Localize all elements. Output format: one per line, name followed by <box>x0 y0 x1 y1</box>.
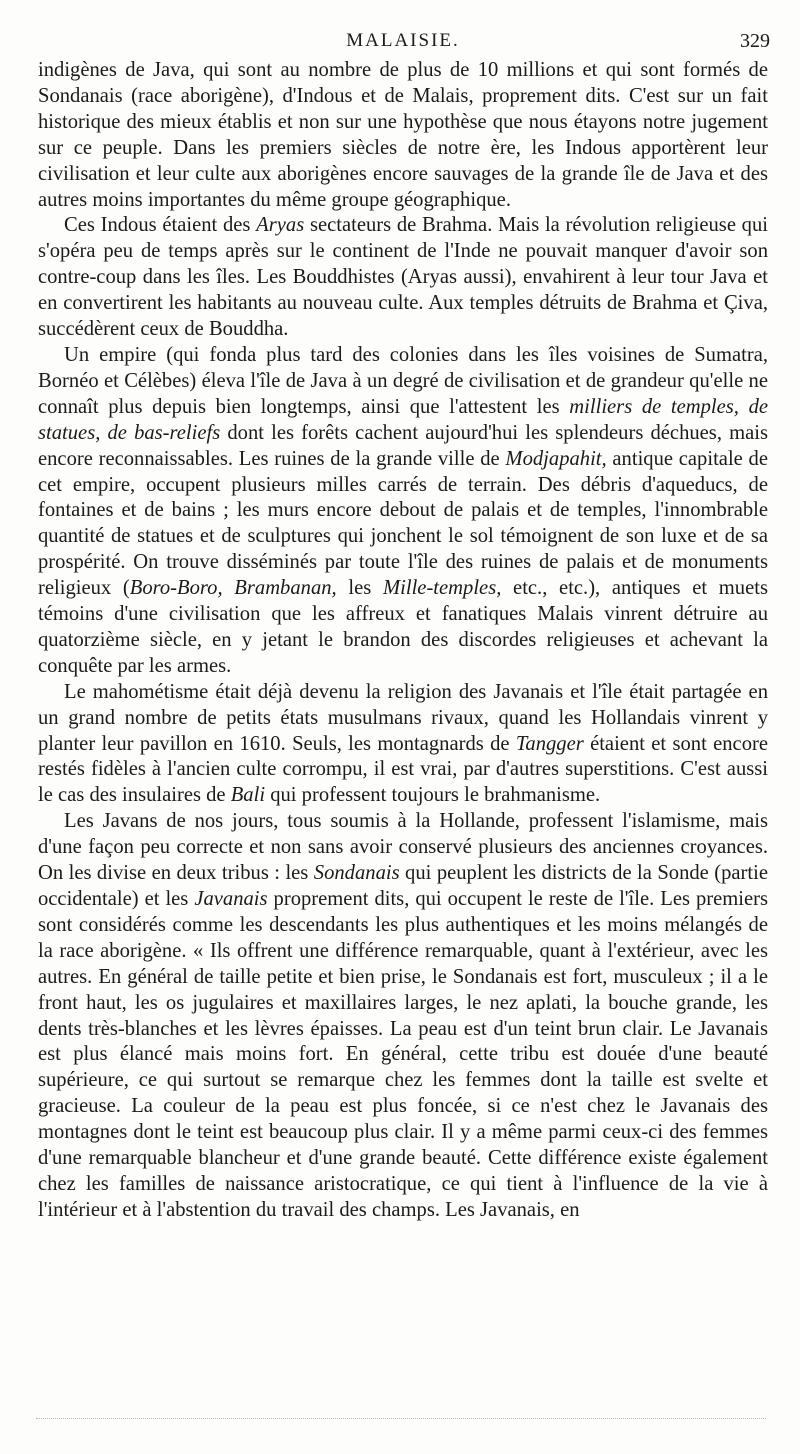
text-run: dont les forêts cachent aujourd'hui les splendeurs déchues, mais encore reconnaissables. Les ruines de la grande ville de <box>38 421 768 470</box>
text-run: Ces Indous étaient des <box>64 214 257 237</box>
text-run: étaient et sont encore restés fidèles à l'ancien culte corrompu, il est vrai, par d'autres superstitions. C'est aussi le cas des insulaires de <box>38 732 768 807</box>
body-text <box>38 58 768 1224</box>
running-title: MALAISIE. <box>346 30 460 51</box>
italic-text: Tangger <box>515 732 584 755</box>
text-run: Le mahométisme était déjà devenu la religion des Javanais et l'île était partagée en un grand nombre de petits états musulmans rivaux, quand les Hollandais vinrent y planter leur pavillon en 1610. Seuls, les montagnards de <box>38 680 768 755</box>
text-run: antique capitale de cet empire, occupent plusieurs milles carrés de terrain. Des débris d'aqueducs, de fontaines et de bains ; les murs encore debout de palais et de temples, l'innombrable quantité de statues et de sculptures qui jonchent le sol témoignent de son luxe et de sa prospérité. On trouve disséminés par toute l'île des ruines de palais et de monuments religieux ( <box>38 447 768 600</box>
italic-text: Modjapahit, <box>505 447 607 470</box>
page-bottom-edge <box>36 1418 766 1425</box>
text-run: sectateurs de Brahma. Mais la révolution religieuse qui s'opéra peu de temps après sur le continent de l'Inde ne pouvait manquer d'avoir son contre-coup dans les îles. Les Bouddhistes (Aryas aussi), envahirent à leur tour Java et en convertirent les habitants au nouveau culte. Aux temples détruits de Brahma et Çiva, succédèrent ceux de Bouddha. <box>38 214 768 341</box>
italic-text: Aryas <box>256 214 305 237</box>
text-run: proprement dits, qui occupent le reste de l'île. Les premiers sont considérés comme les descendants les plus authentiques et les moins mélangés de la race aborigène. « Ils offrent une différence remarquable, quant à l'extérieur, avec les autres. En général de taille petite et bien prise, le Sondanais est fort, musculeux ; il a le front haut, les os jugulaires et maxillaires larges, le nez aplati, la bouche grande, les dents très-blanches et les lèvres épaisses. La peau est d'un teint brun clair. Le Javanais est plus élancé mais moins fort. En général, cette tribu est douée d'une beauté supérieure, ce qui surtout se remarque chez les femmes dont la taille est svelte et gracieuse. La couleur de la peau est plus foncée, si ce n'est chez le Javanais des montagnes dont le teint est beaucoup plus clair. Il y a même parmi ceux-ci des femmes d'une remarquable blancheur et d'une grande beauté. Cette différence existe également chez les familles de naissance aristocratique, ce qui tient à l'influence de la vie à l'intérieur et à l'abstention du travail des champs. Les Javanais, en <box>38 888 769 1221</box>
italic-text: Javanais <box>194 888 268 910</box>
paragraph <box>38 809 768 1224</box>
text-run: Les Javans de nos jours, tous soumis à la Hollande, professent l'islamisme, mais d'une façon peu correcte et non sans avoir conservé plusieurs des anciennes croyances. On les divise en deux tribus : les <box>38 810 768 885</box>
italic-text: Bali <box>230 784 266 807</box>
running-head <box>36 30 770 54</box>
paragraph <box>38 680 768 810</box>
text-run: qui peuplent les districts de la Sonde (partie occidentale) et les <box>38 862 768 910</box>
italic-text: Sondanais <box>313 862 400 885</box>
text-run: indigènes de Java, qui sont au nombre de plus de 10 millions et qui sont formés de Sondanais (race aborigène), d'Indous et de Malais, proprement dits. C'est sur un fait historique des mieux établis et non sur une hypothèse que nous étayons notre jugement sur ce peuple. Dans les premiers siècles de notre ère, les Indous apportèrent leur civilisation et leur culte aux aborigènes encore sauvages de la grande île de Java et des autres moins importantes du même groupe géographique. <box>38 59 768 211</box>
italic-text: Mille-temples, <box>382 577 502 600</box>
text-run: les <box>336 577 383 600</box>
text-run: qui professent toujours le brahmanisme. <box>265 784 601 807</box>
page-number: 329 <box>740 30 770 52</box>
italic-text: milliers de temples, de statues, de bas-reliefs <box>38 395 769 444</box>
text-run: Un empire (qui fonda plus tard des colonies dans les îles voisines de Sumatra, Bornéo et Célèbes) éleva l'île de Java à un degré de civilisation et de grandeur qu'elle ne connaît plus depuis bien longtemps, ainsi que l'attestent les <box>38 343 768 418</box>
paragraph <box>38 213 768 343</box>
italic-text: Boro-Boro, Brambanan, <box>129 577 337 600</box>
paragraph <box>38 343 768 680</box>
paragraph <box>38 58 768 213</box>
text-run: etc., etc.), antiques et muets témoins d'une civilisation que les affreux et fanatiques Malais vinrent détruire au quatorzième siècle, en y jetant le brandon des discordes religieuses et achevant la conquête par les armes. <box>38 577 768 677</box>
